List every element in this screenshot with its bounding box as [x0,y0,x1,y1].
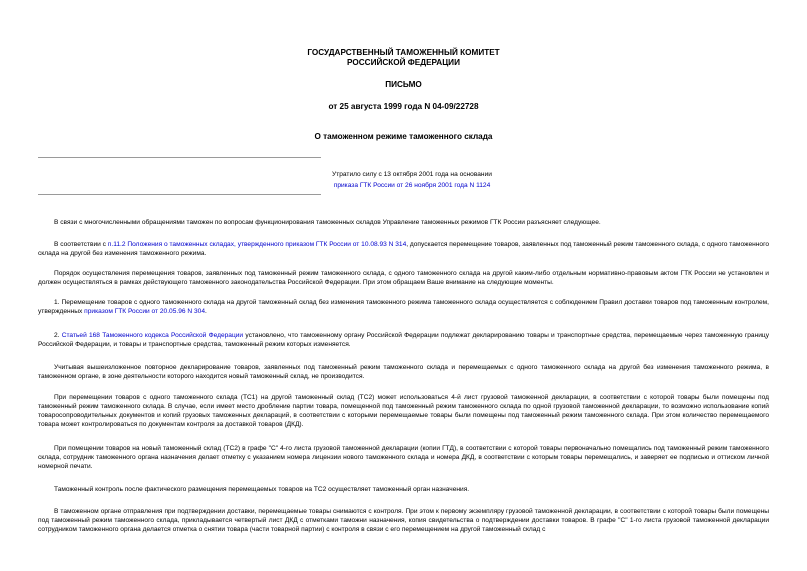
paragraph-4 [38,298,769,316]
paragraph-7: При перемещении товаров с одного таможенного склада (ТС1) на другой таможенный склад (ТС2) может использоваться 4-й лист грузовой таможенной декларации, в соответствии с которой товары были помещены под таможенный режим таможенного склада. В случае, если имеет место дробление партии товара, помещенной под таможенный режим таможенного склада по одной грузовой таможенной декларации, то возможно использование копий товаросопроводительных документов и копий грузовых таможенных деклараций, в соответствии с которыми перемещаемые товары были помещены под таможенный режим таможенного склада. При этом количество перемещаемого товара может контролироваться по документам контроля за доставкой товаров (ДКД). [38,394,769,429]
validity-order-link[interactable]: приказа ГТК России от 26 ноября 2001 года N 1124 [333,182,491,189]
paragraph-9: Таможенный контроль после фактического размещения перемещаемых товаров на ТС2 осуществляет таможенный орган назначения. [54,486,470,493]
paragraph-4-lead: 1. Перемещение товаров с одного таможенного склада на другой таможенный склад без изменения таможенного режима таможенного склада осуществляется с соблюдением Правил доставки товаров под таможенным контролем, утвержденных [38,299,769,316]
paragraph-2 [38,240,769,258]
paragraph-2-rest: , допускается перемещение товаров, заявленных под таможенный режим таможенного склада, с одного таможенного склада на другой без изменения таможенного режима. [38,241,770,258]
divider-bottom [38,194,321,195]
paragraph-5-rest: установлено, что таможенному органу Российской Федерации подлежат декларированию товары и транспортные средства, перемещаемые через таможенную границу Российской Федерации, и товары и транспортные средства, таможенный режим которых изменяется. [38,332,769,349]
validity-note-text: Утратило силу с 13 октября 2001 года на основании [332,171,492,178]
paragraph-4-rest: . [205,308,207,316]
customs-code-article-168-link[interactable]: Статьей 168 Таможенного кодекса Российской Федерации [61,332,244,339]
paragraph-1: В связи с многочисленными обращениями таможен по вопросам функционирования таможенных складов Управление таможенных режимов ГТК России разъясняет следующее. [54,219,601,226]
issuing-authority-line-1: ГОСУДАРСТВЕННЫЙ ТАМОЖЕННЫЙ КОМИТЕТ [307,48,500,57]
paragraph-5 [38,331,769,349]
customs-warehouse-regulation-link[interactable]: Положения о таможенных складах, утвержденного приказом ГТК России от 10.08.93 N 314 [127,241,407,248]
paragraph-3: Порядок осуществления перемещения товаров, заявленных под таможенный режим таможенного склада, с одного таможенного склада на другой каким-либо отдельным нормативно-правовым актом ГТК России не установлен и должен осуществляться в рамках действующего таможенного законодательства Российской Федерации. При этом обращаем Ваше внимание на следующие моменты. [38,270,769,287]
document-title: О таможенном режиме таможенного склада [314,132,493,141]
paragraph-5-lead: 2. [54,332,62,339]
paragraph-10: В таможенном органе отправления при подтверждении доставки, перемещаемые товары снимаются с контроля. При этом к первому экземпляру грузовой таможенной декларации, в соответствии с которой товары были помещены под таможенный режим таможенного склада, прикладывается четвертый лист ДКД с отметками таможни назначения, копия свидетельства о подтверждении доставки товаров. В графе "С" 1-го листа грузовой таможенной декларации сотрудником таможенного органа делается отметка о снятии товара (части товарной партии) с контроля в связи с его перемещением на другой таможенный склад с [38,508,769,534]
divider-top [38,157,321,158]
document-date-number: от 25 августа 1999 года N 04-09/22728 [328,102,479,111]
order-304-link[interactable]: приказом ГТК России от 20.05.96 N 304 [84,308,205,316]
paragraph-2-lead: В соответствии с [54,241,108,248]
validity-note [230,169,594,191]
clause-11-2-link[interactable]: п.11.2 [107,241,126,248]
paragraph-8: При помещении товаров на новый таможенный склад (ТС2) в графе "С" 4-го листа грузовой таможенной декларации (копии ГТД), в соответствии с которой товары первоначально помещались под таможенный режим таможенного склада, сотрудник таможенного органа назначения делает отметку с указанием номера лицензии нового таможенного склада и номера ДКД, в соответствии с которым товары перемещались, и заверяет ее подписью и оттиском личной номерной печати. [38,445,769,471]
paragraph-6: Учитывая вышеизложенное повторное декларирование товаров, заявленных под таможенный режим таможенного склада и перемещаемых с одного таможенного склада на другой без изменения таможенного режима, в таможенном органе, в зоне деятельности которого находится новый таможенный склад, не производится. [38,364,769,381]
issuing-authority-line-2: РОССИЙСКОЙ ФЕДЕРАЦИИ [347,58,460,67]
document-type: ПИСЬМО [385,80,422,89]
